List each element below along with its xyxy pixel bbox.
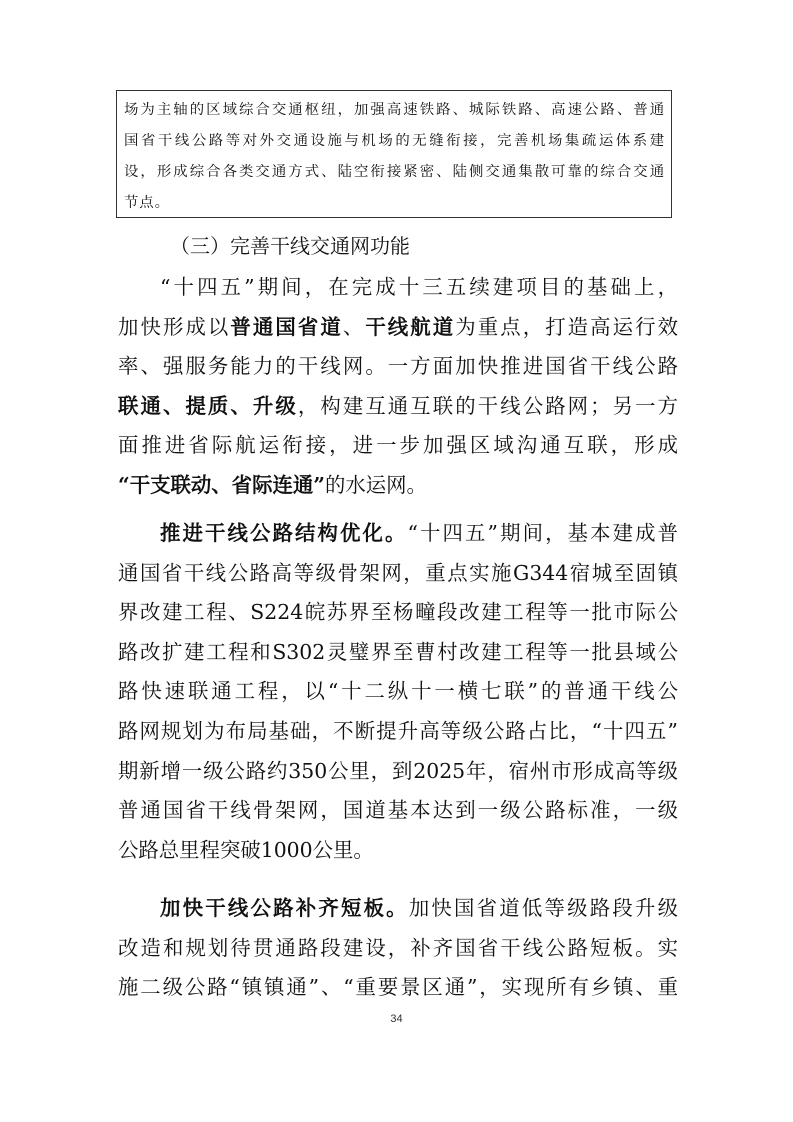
bold-lead: 推进干线公路结构优化。 xyxy=(160,521,408,545)
p2-line-7: 期新增一级公路约350公里，到2025年，宿州市形成高等级 xyxy=(118,758,678,783)
p2-line-8: 普通国省干线骨架网，国道基本达到一级公路标准，一级 xyxy=(118,798,678,823)
p1-line-1: “十四五”期间，在完成十三五续建项目的基础上， xyxy=(160,275,678,299)
bold-phrase: “干支联动、省际连通” xyxy=(118,472,325,497)
p2-line-1: 推进干线公路结构优化。“十四五”期间，基本建成普 xyxy=(160,521,678,545)
p3-line-2: 改造和规划待贯通路段建设，补齐国省干线公路短板。实 xyxy=(118,935,678,960)
box-line-1: 场为主轴的区域综合交通枢纽，加强高速铁路、城际铁路、高速公路、普通 xyxy=(124,102,665,118)
boxed-excerpt xyxy=(116,90,672,218)
p2-line-4: 路改扩建工程和S302灵璧界至曹村改建工程等一批县域公 xyxy=(118,639,678,664)
bold-phrase: 普通国省道 xyxy=(230,314,343,339)
p3-line-1: 加快干线公路补齐短板。加快国省道低等级路段升级 xyxy=(160,896,679,920)
p1-line-5: 面推进省际航运衔接，进一步加强区域沟通互联，形成 xyxy=(118,433,678,458)
paragraph-3 xyxy=(118,889,678,1008)
paragraph-2 xyxy=(118,514,678,870)
p2-line-9: 公路总里程突破1000公里。 xyxy=(118,837,374,862)
box-line-2: 国省干线公路等对外交通设施与机场的无缝衔接，完善机场集疏运体系建 xyxy=(124,133,665,149)
bold-phrase: 干线航道 xyxy=(365,314,456,339)
box-line-4: 节点。 xyxy=(124,195,170,211)
p2-line-3: 界改建工程、S224皖苏界至杨疃段改建工程等一批市际公 xyxy=(118,600,678,625)
p2-line-2: 通国省干线公路高等级骨架网，重点实施G344宿城至固镇 xyxy=(118,560,678,585)
bold-phrase: 联通、提质、升级 xyxy=(118,393,298,418)
p2-line-6: 路网规划为布局基础，不断提升高等级公路占比，“十四五” xyxy=(118,718,678,743)
paragraph-1 xyxy=(118,268,678,506)
page-number: 34 xyxy=(390,1013,403,1025)
p1-line-6: “干支联动、省际连通”的水运网。 xyxy=(118,472,427,497)
section-heading: （三）完善干线交通网功能 xyxy=(170,234,410,258)
p3-line-3: 施二级公路“镇镇通”、“重要景区通”，实现所有乡镇、重 xyxy=(118,975,678,1000)
bold-lead: 加快干线公路补齐短板。 xyxy=(160,896,409,920)
p1-line-4: 联通、提质、升级，构建互通互联的干线公路网；另一方 xyxy=(118,393,679,418)
p2-line-5: 路快速联通工程，以“十二纵十一横七联”的普通干线公 xyxy=(118,679,678,704)
p1-line-3: 率、强服务能力的干线网。一方面加快推进国省干线公路 xyxy=(118,354,678,379)
box-line-3: 设，形成综合各类交通方式、陆空衔接紧密、陆侧交通集散可靠的综合交通 xyxy=(124,164,665,180)
p1-line-2: 加快形成以普通国省道、干线航道为重点，打造高运行效 xyxy=(118,314,679,339)
